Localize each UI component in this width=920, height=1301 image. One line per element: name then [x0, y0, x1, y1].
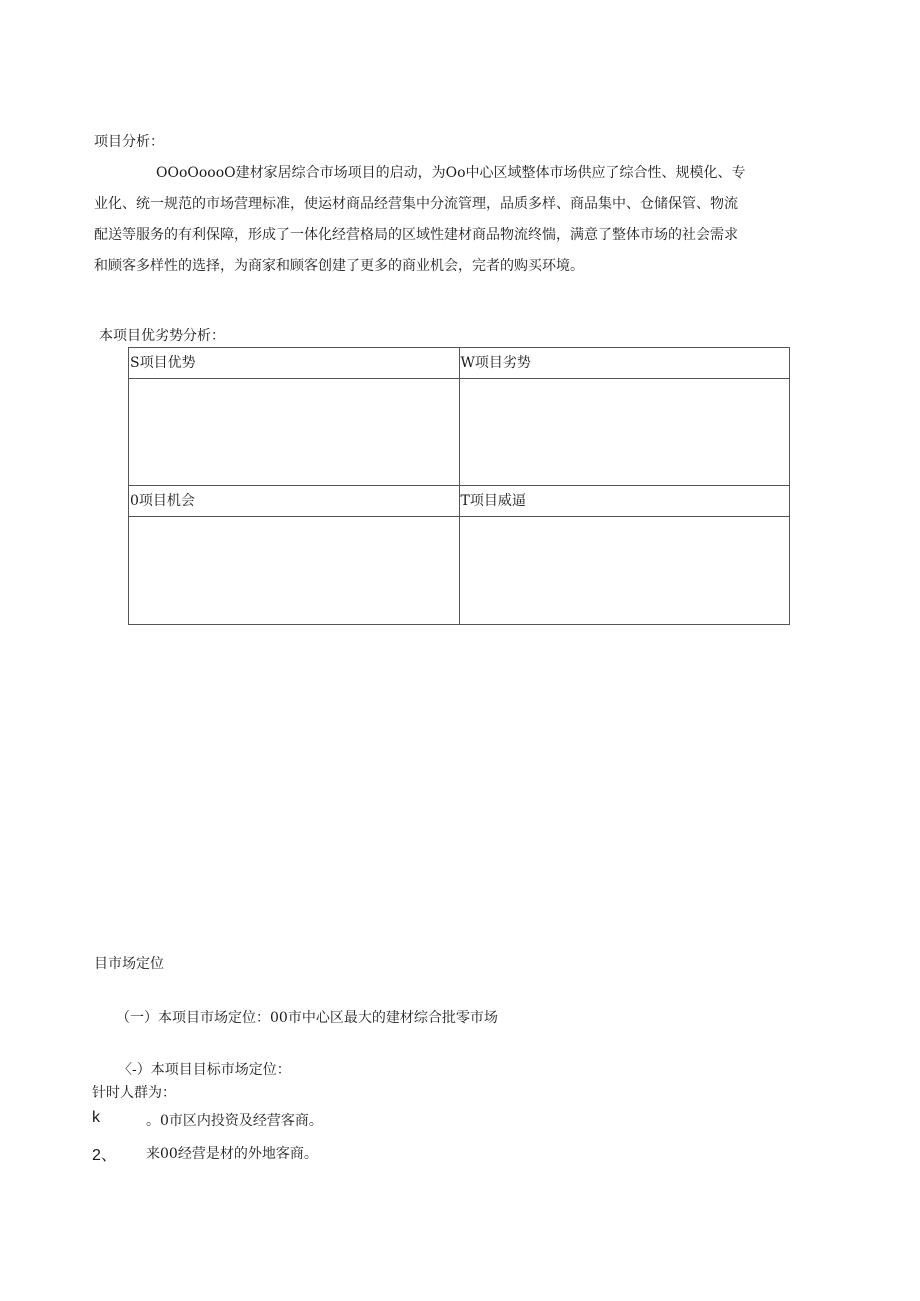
positioning-item-2: 〈-）本项目目标市场定位： — [118, 1062, 291, 1078]
swot-table — [128, 347, 790, 625]
weaknesses-header: W项目劣势 — [459, 348, 790, 379]
paragraph-line: 业化、统一规范的市场营理标准，使运材商品经营集中分流管理，品质多样、商品集中、仓储保管、物流 — [94, 196, 738, 212]
opportunities-cell — [129, 517, 460, 625]
threats-header: T项目威逼 — [459, 486, 790, 517]
paragraph-line: 和顾客多样性的选择，为商家和顾客创建了更多的商业机会，完者的购买环境。 — [94, 258, 584, 274]
positioning-item-1: （一）本项目市场定位：00市中心区最大的建材综合批零市场 — [116, 1010, 498, 1026]
list-marker: k — [92, 1109, 100, 1126]
strengths-header: S项目优势 — [129, 348, 460, 379]
project-analysis-heading: 项目分析： — [94, 134, 164, 150]
swot-heading: 本项目优劣势分析： — [99, 328, 225, 344]
project-analysis-paragraph — [94, 158, 834, 282]
weaknesses-cell — [459, 379, 790, 486]
opportunities-header: 0项目机会 — [129, 486, 460, 517]
strengths-cell — [129, 379, 460, 486]
paragraph-line: 配送等服务的有利保障，形成了一体化经营格局的区域性建材商品物流终惴，满意了整体市场的社会需求 — [94, 227, 738, 243]
list-text: 。0市区内投资及经营客商。 — [146, 1113, 323, 1129]
market-positioning-heading: 目市场定位 — [94, 956, 164, 972]
paragraph-line: OOoOoooO建材家居综合市场项目的启动，为Oo中心区域整体市场供应了综合性、规模化、专 — [156, 165, 746, 181]
target-audience-label: 针时人群为： — [92, 1085, 176, 1101]
list-text: 来00经营是材的外地客商。 — [146, 1146, 318, 1162]
threats-cell — [459, 517, 790, 625]
list-marker: 2、 — [92, 1147, 117, 1164]
